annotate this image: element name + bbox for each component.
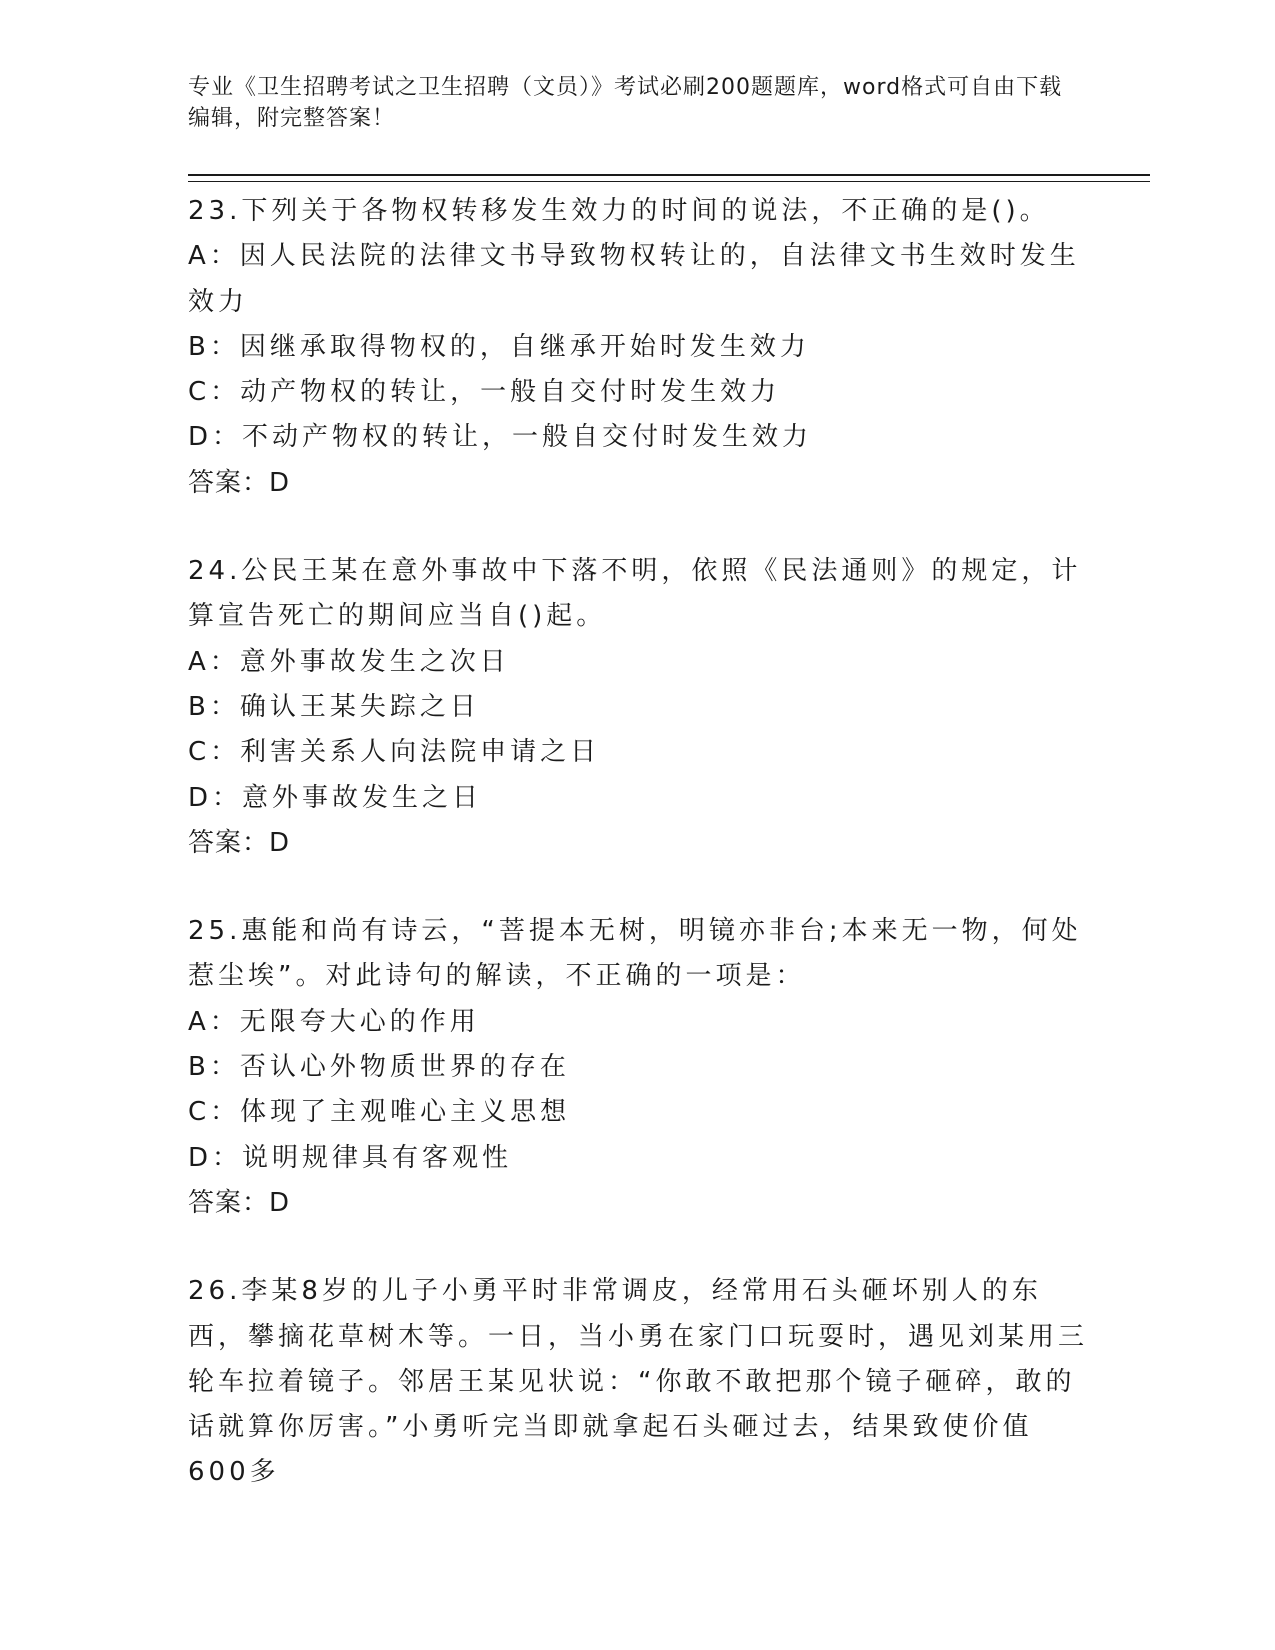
option-a: A：无限夸大心的作用 — [188, 1006, 480, 1037]
option-d: D：说明规律具有客观性 — [188, 1142, 513, 1173]
question-23 — [188, 189, 1088, 506]
option-c: C：动产物权的转让，一般自交付时发生效力 — [188, 377, 781, 408]
option-a: A：因人民法院的法律文书导致物权转让的，自法律文书生效时发生效力 — [188, 241, 1080, 317]
question-26 — [188, 1269, 1088, 1495]
question-25 — [188, 909, 1088, 1226]
header-divider-thick — [188, 174, 1150, 176]
question-stem: 26.李某8岁的儿子小勇平时非常调皮，经常用石头砸坏别人的东西，攀摘花草树木等。一日，当小勇在家门口玩耍时，遇见刘某用三轮车拉着镜子。邻居王某见状说：“你敢不敢把那个镜子砸碎，敢的话就算你厉害。”小勇听完当即就拿起石头砸过去，结果致使价值600多 — [188, 1276, 1089, 1488]
option-d: D：不动产物权的转让，一般自交付时发生效力 — [188, 422, 813, 453]
answer: 答案：D — [188, 1187, 291, 1218]
option-d: D：意外事故发生之日 — [188, 782, 483, 813]
option-b: B：确认王某失踪之日 — [188, 691, 480, 722]
question-stem: 25.惠能和尚有诗云，“菩提本无树，明镜亦非台;本来无一物，何处惹尘埃”。对此诗句的解读，不正确的一项是： — [188, 916, 1082, 992]
question-list — [188, 189, 1088, 1539]
question-stem: 24.公民王某在意外事故中下落不明，依照《民法通则》的规定，计算宣告死亡的期间应当自()起。 — [188, 556, 1082, 632]
option-b: B：否认心外物质世界的存在 — [188, 1052, 570, 1083]
document-header: 专业《卫生招聘考试之卫生招聘（文员）》考试必刷200题题库，word格式可自由下载编辑，附完整答案！ — [188, 75, 1063, 131]
answer: 答案：D — [188, 467, 291, 498]
question-24 — [188, 549, 1088, 866]
option-b: B：因继承取得物权的，自继承开始时发生效力 — [188, 331, 810, 362]
answer: 答案：D — [188, 827, 291, 858]
option-a: A：意外事故发生之次日 — [188, 646, 510, 677]
question-stem: 23.下列关于各物权转移发生效力的时间的说法，不正确的是()。 — [188, 196, 1050, 226]
option-c: C：体现了主观唯心主义思想 — [188, 1097, 571, 1128]
header-divider-thin — [188, 181, 1150, 182]
option-c: C：利害关系人向法院申请之日 — [188, 737, 601, 768]
